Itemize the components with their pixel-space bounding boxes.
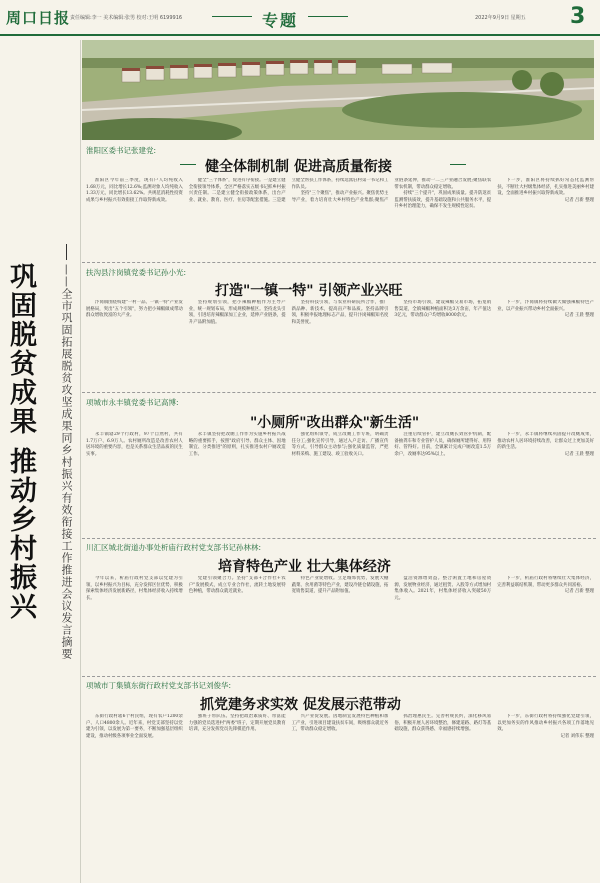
article-3-reporter: 记者 王晨 整理 (564, 451, 594, 457)
article-5-reporter: 记者 刘伟东 整理 (560, 733, 594, 739)
section-title: 专题 (262, 11, 299, 30)
section-deco-left (212, 16, 252, 17)
article-1-paragraph: 健全"三个体系"，促进有序衔接。一是建立健全衔接领导体系，全区严格落实五级书记抓乡村振兴责任制。二是建立健全衔接政策体系，出台产业、就业、教育、医疗、住房等配套措施。三是建立健全帮扶工作体系，持续选派驻村第一书记和工作队员。 (188, 178, 389, 203)
article-2-paragraph: 汴岗镇围绕构建"一村一品、一镇一特"产业发展格局，突出"五个引领"，努力把小辣椒做成带动群众增收致富的大产业。 (86, 300, 183, 319)
feature-title: 巩固脱贫成果 推动乡村振兴 (5, 262, 36, 622)
article-4-headline: 培育特色产业 壮大集体经济 (218, 559, 391, 575)
headline-1-deco-left (180, 164, 196, 165)
article-3-paragraph: 强化组织领导，成立改厕工作专班，明确责任分工;强化宣传引导，通过入户走访、广播宣传等方式，引导群众主动参与;强化质量监管，严把材料采购、施工建设、竣工验收关口。 (291, 432, 389, 457)
article-5-paragraph: 下一步，东街行政村将持续强化党建引领，以更加务实的作风推动乡村振兴各项工作落地见效。 (497, 714, 594, 733)
article-1-headline: 健全体制机制 促进高质量衔接 (205, 159, 392, 175)
article-1-paragraph: 坚持"三个聚焦"，推动产业振兴。聚焦优势主导产业，着力培育壮大乡村特色产业集群;聚焦产业链条延伸，推动一二三产业融合发展;聚焦联农带农机制，带动群众稳定增收。 (291, 178, 492, 203)
column-divider (80, 40, 81, 883)
article-5-headline: 抓党建务求实效 促发展示范带动 (200, 697, 401, 713)
article-separator (82, 262, 596, 263)
article-4-paragraph: 下一步，析庙行政村将继续壮大集体经济，完善利益联结机制，带动更多群众共同富裕。 (497, 576, 594, 588)
page-number: 3 (570, 4, 586, 29)
article-separator (82, 538, 596, 539)
article-3-paragraph: 注重后续管护，建立改厕长效管护机制，配备抽粪车和专业管护人员，确保厕所建得好、用得好、管得好。目前，全镇累计完成户厕改造1.5万余户，改厕率达95%以上。 (394, 432, 492, 457)
article-2-headline: 打造"一镇一特" 引领产业兴旺 (215, 283, 403, 299)
village-aerial-photo (82, 40, 594, 140)
article-5-byline: 项城市丁集镇东街行政村党支部书记刘俊华: (86, 681, 232, 690)
article-3-body (86, 432, 594, 526)
article-3-byline: 项城市永丰镇党委书记高博: (86, 398, 179, 407)
headline-1-deco-right (450, 164, 466, 165)
article-1-reporter: 记者 吕新 整理 (564, 197, 594, 203)
editor-credits: 责任编辑:李一 美术编辑:张男 校对:王明 6199916 (70, 14, 183, 21)
article-2-paragraph: 坚持科技引领，与农业科研院所合作，推广新品种、新技术，提高亩产和品质。坚持品牌引领，积极申报地理标志产品，提升汴岗辣椒知名度和美誉度。 (291, 300, 389, 325)
article-1-body (86, 178, 594, 258)
article-4-paragraph: 今年以来，析庙行政村党支部以党建为引领，以乡村振兴为目标，充分发挥区位优势，积极探索集体经济发展新路径，村集体经济收入持续增长。 (86, 576, 183, 601)
article-4-byline: 川汇区城北街道办事处析庙行政村党支部书记孙林林: (86, 543, 262, 552)
article-4-paragraph: 特色产业促增收。立足城郊优势，发展大棚蔬菜、食用菌等特色产业，建设冷链仓储设施，拓宽销售渠道，提升产品附加值。 (291, 576, 389, 595)
article-3-paragraph: 永丰镇坚持把改厕工作作为实施乡村振兴战略的重要抓手，按照"政府引导、群众主体、因地制宜、分类推进"的原则，扎实推进农村户厕改造工作。 (188, 432, 286, 457)
article-4-paragraph: 党建引领聚合力。坚持"支部+合作社+农户"发展模式，成立专业合作社，流转土地发展特色种植，带动群众就近就业。 (188, 576, 286, 595)
article-3-paragraph: 下一步，永丰镇将继续巩固提升改厕成果，推动农村人居环境持续改善，让群众过上更加美好的新生活。 (497, 432, 594, 451)
photo-illustration (82, 40, 594, 140)
article-5-body (86, 714, 594, 874)
article-1-byline: 淮阳区委书记张建党: (86, 146, 157, 155)
article-5-paragraph: 兴产业促发展。因地制宜发展特色种植和加工产业，引进项目建设扶贫车间，吸纳群众就近务工，带动群众稳定增收。 (291, 714, 389, 733)
subtitle-dash (66, 244, 67, 260)
date-edition: 2022年9月9日 星期五 (475, 15, 526, 21)
article-3-paragraph: 永丰镇辖29个行政村，97个自然村，共有1.7万户、6.9万人。农村厕所改造是改善农村人居环境的重要内容，也是关系群众生活品质的民生实事。 (86, 432, 183, 457)
article-2-byline: 扶沟县汴岗镇党委书记孙小光: (86, 268, 187, 277)
article-2-paragraph: 坚持市场引领，建设辣椒交易市场，拓宽销售渠道，全镇辣椒种植面积达3万余亩，年产值达3亿元，带动群众户均增收8000余元。 (394, 300, 492, 319)
article-1-paragraph: 淮阳区今年前三季度，现有户人均纯收入1.68万元，同比增长12.6%;监测对象人均纯收入1.33万元，同比增长13.62%。共规范消耗性投资成果与乡村振兴有效衔接工作取得新成效。 (86, 178, 183, 203)
article-5-paragraph: 强班子带队伍。坚持把政治素质好、带富能力强的党员选进村"两委"班子，定期开展党员教育培训，充分发挥党员先锋模范作用。 (188, 714, 286, 733)
article-2-paragraph: 下一步，汴岗镇将持续做大做强辣椒特色产业，以产业振兴带动乡村全面振兴。 (497, 300, 594, 312)
section-deco-right (308, 16, 348, 17)
article-3-headline: "小厕所"改出群众"新生活" (250, 415, 420, 431)
article-2-body (86, 300, 594, 388)
article-2-paragraph: 坚持规划引领，把小辣椒种植作为主导产业，统一规划布局，形成规模种植区。坚持龙头引领，引进培育辣椒深加工企业，延伸产业链条，提升产品附加值。 (188, 300, 286, 325)
feature-subtitle: ——全市巩固拓展脱贫攻坚成果同乡村振兴有效衔接工作推进会议发言摘要 (60, 264, 73, 660)
article-4-paragraph: 盘活资源增效益。整合闲置土地和房屋资源，发展物业经济，通过租赁、入股等方式增加村集体收入。2021年，村集体经济收入突破50万元。 (394, 576, 492, 601)
article-1-paragraph: 下一步，淮阳区将持续抓好常态化监测帮扶，不断壮大村级集体经济，扎实推进美丽乡村建设，全面推进乡村振兴取得新成效。 (497, 178, 594, 197)
article-5-paragraph: 东街行政村辖6个村民组，现有农户1200余户、人口4800余人。近年来，村党支部坚持以党建为引领，以发展为第一要务，不断加强基层组织建设，推动村级各项事业全面发展。 (86, 714, 183, 739)
article-2-reporter: 记者 王晨 整理 (564, 313, 594, 319)
article-separator (82, 676, 596, 677)
article-1-paragraph: 持续"三个提升"，巩固成果质量。提升防返贫监测帮扶质效，提升基础设施和公共服务水平，提升乡村治理能力，确保不发生规模性返贫。 (394, 191, 492, 210)
newspaper-logo: 周口日报 (6, 8, 71, 27)
article-separator (82, 392, 596, 393)
article-5-paragraph: 抓治理惠民生。完善村规民约，深化移风易俗，积极开展人居环境整治，修建道路、路灯等基础设施，群众获得感、幸福感持续增强。 (394, 714, 492, 733)
article-4-body (86, 576, 594, 668)
article-4-reporter: 记者 吕新 整理 (564, 589, 594, 595)
